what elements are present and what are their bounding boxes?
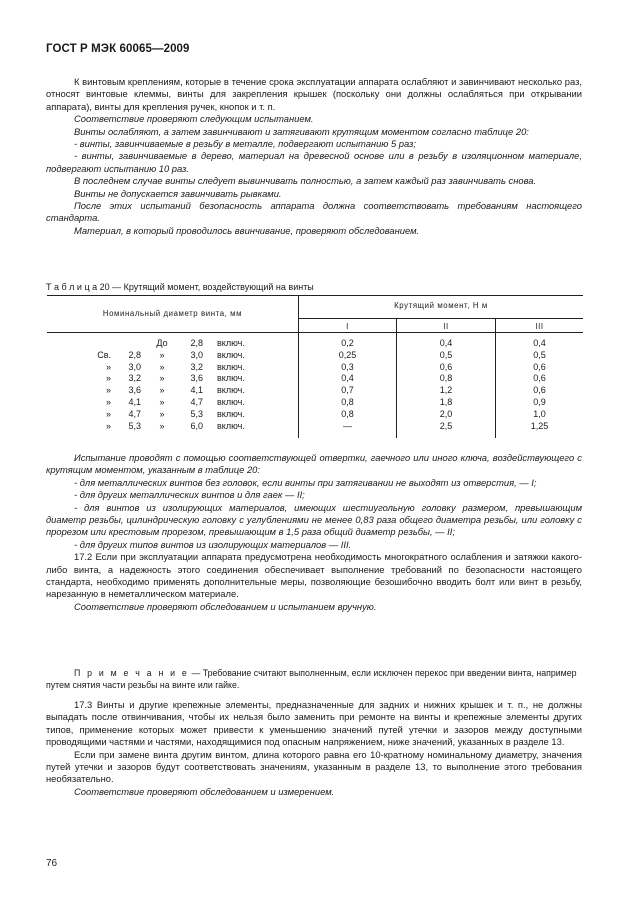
paragraph: После этих испытаний безопасность аппарата должна соответствовать требованиям настоящего стандарта. bbox=[46, 200, 582, 224]
table-cell-sep: » bbox=[159, 397, 165, 407]
test-section bbox=[46, 452, 582, 613]
table-cell-from: 5,3 bbox=[128, 420, 141, 431]
table-cell-torque: 0,6 bbox=[533, 361, 546, 372]
table-cell-torque: 2,0 bbox=[439, 408, 453, 419]
table-cell-sep: » bbox=[159, 408, 165, 419]
table-cell-torque: 0,4 bbox=[533, 338, 546, 348]
table-cell-sep: До bbox=[156, 338, 168, 348]
paragraph: В последнем случае винты следует вывинчивать полностью, а затем каждый раз завинчивать снова. bbox=[74, 175, 537, 187]
table-cell-torque: 0,8 bbox=[341, 408, 354, 419]
table-cell-torque: 0,9 bbox=[533, 397, 546, 407]
sub-header-ii: II bbox=[443, 322, 449, 331]
table-cell-sep: » bbox=[159, 420, 165, 431]
table-cell-torque: 0,4 bbox=[341, 373, 354, 384]
section-17-3 bbox=[46, 699, 582, 798]
paragraph: - для металлических винтов без головок, если винты при затягивании не выходят из отверстия, — I; bbox=[74, 476, 537, 488]
intro-section bbox=[46, 76, 582, 237]
torque-table bbox=[47, 295, 583, 438]
table-cell-to: 3,2 bbox=[190, 361, 203, 372]
table-cell-incl: включ. bbox=[217, 397, 245, 407]
table-cell-to: 5,3 bbox=[190, 408, 203, 419]
table-cell-to: 3,6 bbox=[190, 373, 203, 384]
table-cell-to: 4,1 bbox=[190, 385, 203, 396]
table-cell-torque: 2,5 bbox=[439, 420, 453, 431]
table-cell-torque: 0,4 bbox=[439, 338, 453, 348]
table-cell-from: 3,6 bbox=[128, 385, 141, 396]
column-header-torque: Крутящий момент, Н м bbox=[394, 301, 488, 310]
table-cell-incl: включ. bbox=[217, 361, 245, 372]
paragraph: К винтовым креплениям, которые в течение срока эксплуатации аппарата ослабляют и завинчивают несколько раз, относят винтовые клеммы, винты для закрепления крышек (поскольку они должны ослабляться при открывании аппарата), винты для крепления ручек, кнопок и т. п. bbox=[46, 76, 582, 112]
table-cell-pre: » bbox=[105, 385, 111, 396]
table-cell-to: 6,0 bbox=[190, 420, 203, 431]
column-header-diameter: Номинальный диаметр винта, мм bbox=[102, 309, 243, 318]
paragraph: Соответствие проверяют обследованием и испытанием вручную. bbox=[74, 600, 377, 612]
table-cell-torque: 1,0 bbox=[533, 408, 546, 419]
table-cell-to: 2,8 bbox=[190, 338, 203, 348]
table-cell-from: 2,8 bbox=[128, 349, 141, 360]
table-cell-torque: 1,8 bbox=[439, 397, 453, 407]
table-cell-pre: » bbox=[105, 420, 111, 431]
table-cell-torque: 0,2 bbox=[341, 338, 354, 348]
paragraph: Испытание проводят с помощью соответствующей отвертки, гаечного или иного ключа, воздействующего с крутящим моментом, указанным в таблице 20: bbox=[46, 452, 582, 476]
table-cell-sep: » bbox=[159, 373, 165, 384]
table-cell-torque: 0,6 bbox=[533, 373, 546, 384]
table-cell-pre: » bbox=[105, 361, 111, 372]
table-cell-torque: 0,8 bbox=[439, 373, 453, 384]
table-cell-torque: 0,25 bbox=[338, 349, 357, 360]
table-cell-from: 4,7 bbox=[128, 408, 141, 419]
table-cell-incl: включ. bbox=[217, 420, 245, 431]
table-cell-incl: включ. bbox=[217, 373, 245, 384]
table-cell-torque: 0,6 bbox=[439, 361, 453, 372]
table-caption-text: 20 — Крутящий момент, воздействующий на винты bbox=[99, 282, 314, 292]
paragraph: 17.3 Винты и другие крепежные элементы, предназначенные для задних и нижних крышек и т. п., не должны выпадать после отвинчивания, чтобы их нельзя было заменить при ремонте на винты и крепежные элементы других типов, применение которых может привести к уменьшению значений путей утечки и зазоров между доступными проводящими частями и частями, находящимися под опасным напряжением, ниже значений, указанных в разделе 13. bbox=[46, 699, 582, 748]
table-cell-sep: » bbox=[159, 361, 165, 372]
paragraph: Если при замене винта другим винтом, длина которого равна его 10-кратному номинальному диаметру, значения путей утечки и зазоров будут соответствовать значениям, указанным в разделе 13, то выполнение этого требования необязательно. bbox=[46, 748, 582, 785]
table-cell-torque: 0,7 bbox=[341, 385, 354, 396]
paragraph: 17.2 Если при эксплуатации аппарата предусмотрена необходимость многократного ослабления и затяжки какого-либо винта, а надежность этого соединения обеспечивает выполнение требований по безопасности настоящего стандарта, необходимо применять дополнительные меры, позволяющие безошибочно вводить болт или винт в резьбу, нарезанную в неметаллическом материале. bbox=[46, 551, 582, 600]
table-caption-label: Т а б л и ц а bbox=[46, 282, 98, 292]
table-cell-torque: 0,3 bbox=[341, 361, 354, 372]
note bbox=[46, 667, 582, 691]
table-cell-pre: » bbox=[105, 397, 111, 407]
page-number: 76 bbox=[46, 858, 58, 869]
paragraph: - винты, завинчиваемые в дерево, материал на древесной основе или в резьбу в изоляционном материале, подвергают испытанию 10 раз. bbox=[46, 150, 582, 174]
table-cell-pre: » bbox=[105, 408, 111, 419]
paragraph: Материал, в который проводилось ввинчивание, проверяют обследованием. bbox=[74, 224, 420, 236]
table-cell-torque: 1,2 bbox=[439, 385, 453, 396]
table-caption bbox=[46, 282, 314, 292]
paragraph: Винты не допускается завинчивать рывками. bbox=[74, 187, 282, 199]
paragraph: - для других типов винтов из изолирующих материалов — III. bbox=[74, 538, 352, 550]
note-label: П р и м е ч а н и е bbox=[74, 668, 190, 678]
table-cell-sep: » bbox=[159, 349, 165, 360]
table-cell-from: 3,0 bbox=[128, 361, 141, 372]
standard-header: ГОСТ Р МЭК 60065—2009 bbox=[46, 43, 190, 55]
table-cell-torque: — bbox=[343, 420, 352, 431]
paragraph: Соответствие проверяют следующим испытанием. bbox=[74, 113, 314, 125]
note-text: — Требование считают выполненным, если исключен перекос при введении винта, например путем снятия части резьбы на винте или гайке. bbox=[46, 668, 577, 691]
table-cell-torque: 0,5 bbox=[533, 349, 546, 360]
paragraph: Винты ослабляют, а затем завинчивают и затягивают крутящим моментом согласно таблице 20: bbox=[74, 125, 529, 137]
table-cell-torque: 0,5 bbox=[439, 349, 453, 360]
table-cell-from: 3,2 bbox=[128, 373, 141, 384]
table-cell-to: 4,7 bbox=[190, 397, 203, 407]
sub-header-i: I bbox=[346, 322, 349, 331]
paragraph: Соответствие проверяют обследованием и измерением. bbox=[74, 785, 335, 797]
table-cell-pre: » bbox=[105, 373, 111, 384]
table-cell-to: 3,0 bbox=[190, 349, 203, 360]
table-cell-torque: 0,6 bbox=[533, 385, 546, 396]
paragraph: - винты, завинчиваемые в резьбу в металле, подвергают испытанию 5 раз; bbox=[74, 138, 416, 150]
table-cell-torque: 1,25 bbox=[530, 420, 549, 431]
table-cell-pre: Св. bbox=[97, 349, 111, 360]
table-cell-sep: » bbox=[159, 385, 165, 396]
table-cell-from: 4,1 bbox=[128, 397, 141, 407]
paragraph: - для других металлических винтов и для гаек — II; bbox=[74, 489, 305, 501]
table-cell-incl: включ. bbox=[217, 349, 245, 360]
sub-header-iii: III bbox=[535, 322, 544, 331]
table-cell-incl: включ. bbox=[217, 408, 245, 419]
table-cell-incl: включ. bbox=[217, 338, 245, 348]
table-cell-incl: включ. bbox=[217, 385, 245, 396]
table-cell-torque: 0,8 bbox=[341, 397, 354, 407]
paragraph: - для винтов из изолирующих материалов, имеющих шестиугольную головку размером, превышающим диаметр резьбы, цилиндрическую головку с углублениями не менее 0,83 раза общего диаметра резьбы, или головку с прорезом или крестовым прорезом, превышающим в 1,5 раза общий диаметр резьбы, — II; bbox=[46, 501, 582, 538]
